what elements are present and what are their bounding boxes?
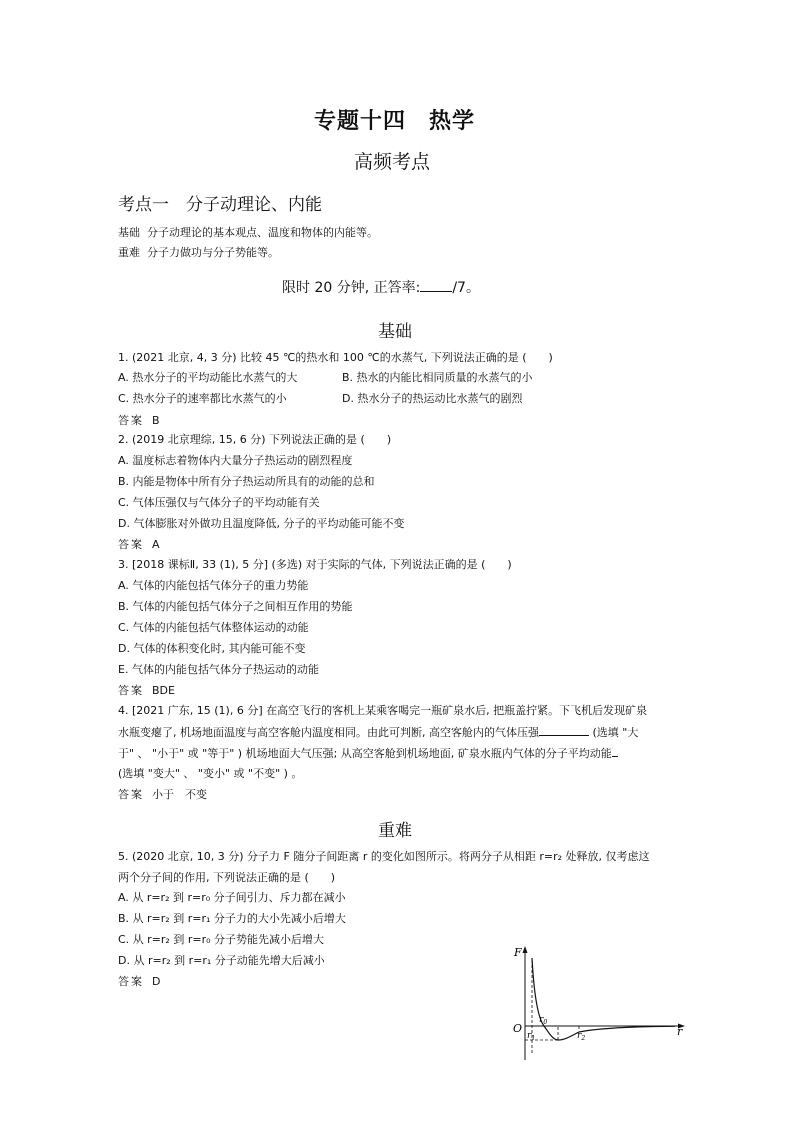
q3-answer-label: 答案 [118, 684, 144, 697]
q4-line-2-text: 水瓶变瘪了, 机场地面温度与高空客舱内温度相同。由此可判断, 高空客舱内的气体压强 [118, 726, 539, 739]
q4-answer-value: 小于 不变 [152, 788, 207, 801]
q2-answer-label: 答案 [118, 538, 144, 551]
q5-option-c: C. 从 r=r₂ 到 r=r₀ 分子势能先减小后增大 [118, 933, 325, 946]
q4-answer-label: 答案 [118, 788, 144, 801]
timing-prefix: 限时 20 分钟, 正答率: [282, 280, 421, 296]
page-subtitle: 高频考点 [354, 151, 431, 173]
y-axis-arrow [523, 946, 528, 953]
q4-line-3 [118, 745, 618, 762]
q4-answer [118, 787, 207, 803]
r1-label: $r_1$ [527, 1031, 536, 1042]
q4-blank-kinetic[interactable] [612, 745, 618, 757]
q5-line-2: 两个分子间的作用, 下列说法正确的是 ( ) [118, 871, 336, 884]
force-curve [532, 958, 675, 1040]
section-basic-heading: 基础 [378, 322, 412, 342]
q2-option-a: A. 温度标志着物体内大量分子热运动的剧烈程度 [118, 454, 353, 467]
q3-option-b: B. 气体的内能包括气体分子之间相互作用的势能 [118, 600, 353, 613]
q5-answer [118, 974, 160, 990]
q1-option-b: B. 热水的内能比相同质量的水蒸气的小 [342, 371, 533, 384]
q4-line-2-choice: (选填 "大 [588, 726, 639, 739]
q3-stem: 3. [2018 课标Ⅱ, 33 (1), 5 分] (多选) 对于实际的气体, 下列说法正确的是 ( ) [118, 558, 512, 571]
q2-stem: 2. (2019 北京理综, 15, 6 分) 下列说法正确的是 ( ) [118, 433, 392, 446]
q5-answer-label: 答案 [118, 975, 144, 988]
q4-line-4: (选填 "变大" 、 "变小" 或 "不变" ) 。 [118, 767, 303, 780]
basic-scope [118, 225, 378, 241]
hard-scope-text: 分子力做功与分子势能等。 [147, 246, 279, 259]
q1-option-d: D. 热水分子的热运动比水蒸气的剧烈 [342, 392, 523, 405]
q2-answer-value: A [152, 538, 160, 551]
q5-option-d: D. 从 r=r₂ 到 r=r₁ 分子动能先增大后减小 [118, 954, 325, 967]
page-title: 专题十四 热学 [314, 109, 476, 134]
q1-option-a: A. 热水分子的平均动能比水蒸气的大 [118, 371, 298, 384]
q4-line-2 [118, 724, 638, 741]
q5-answer-value: D [152, 975, 161, 988]
y-axis-label: F [514, 946, 522, 959]
q3-option-c: C. 气体的内能包括气体整体运动的动能 [118, 621, 309, 634]
q1-option-c: C. 热水分子的速率都比水蒸气的小 [118, 392, 287, 405]
basic-scope-label: 基础 [118, 226, 140, 239]
q4-line-3-text: 于" 、 "小于" 或 "等于" ) 机场地面大气压强; 从高空客舱到机场地面, 矿泉水瓶内气体的分子平均动能 [118, 747, 612, 760]
r0-label: $r_0$ [539, 1015, 548, 1026]
kaodian-heading: 考点一 分子动理论、内能 [118, 195, 322, 215]
q4-line-1: 4. [2021 广东, 15 (1), 6 分] 在高空飞行的客机上某乘客喝完一瓶矿泉水后, 把瓶盖拧紧。下飞机后发现矿泉 [118, 704, 648, 717]
q2-option-d: D. 气体膨胀对外做功且温度降低, 分子的平均动能可能不变 [118, 517, 405, 530]
timing-line [282, 277, 480, 297]
q1-answer [118, 413, 160, 429]
q2-answer [118, 537, 160, 553]
q3-option-e: E. 气体的内能包括气体分子热运动的动能 [118, 663, 319, 676]
hard-scope-label: 重难 [118, 246, 140, 259]
force-distance-figure [505, 940, 695, 1065]
q3-option-a: A. 气体的内能包括气体分子的重力势能 [118, 579, 309, 592]
q3-answer [118, 683, 175, 699]
hard-scope [118, 245, 279, 261]
q5-line-1: 5. (2020 北京, 10, 3 分) 分子力 F 随分子间距离 r 的变化如图所示。将两分子从相距 r=r₂ 处释放, 仅考虑这 [118, 850, 650, 863]
q5-option-a: A. 从 r=r₂ 到 r=r₀ 分子间引力、斥力都在减小 [118, 891, 346, 904]
origin-label: O [513, 1022, 523, 1035]
section-hard-heading: 重难 [378, 821, 412, 841]
timing-suffix: /7。 [452, 280, 480, 296]
q2-option-b: B. 内能是物体中所有分子热运动所具有的动能的总和 [118, 475, 375, 488]
q5-option-b: B. 从 r=r₂ 到 r=r₁ 分子力的大小先减小后增大 [118, 912, 346, 925]
x-axis-label: r [677, 1025, 683, 1038]
q4-blank-pressure[interactable] [539, 724, 589, 736]
r2-label: $r_2$ [577, 1031, 586, 1042]
q2-option-c: C. 气体压强仅与气体分子的平均动能有关 [118, 496, 320, 509]
basic-scope-text: 分子动理论的基本观点、温度和物体的内能等。 [147, 226, 378, 239]
q3-answer-value: BDE [152, 684, 175, 697]
score-blank[interactable] [420, 279, 452, 292]
q1-answer-value: B [152, 414, 160, 427]
q1-stem: 1. (2021 北京, 4, 3 分) 比较 45 ℃的热水和 100 ℃的水蒸气, 下列说法正确的是 ( ) [118, 351, 553, 364]
q1-answer-label: 答案 [118, 414, 144, 427]
q3-option-d: D. 气体的体积变化时, 其内能可能不变 [118, 642, 306, 655]
